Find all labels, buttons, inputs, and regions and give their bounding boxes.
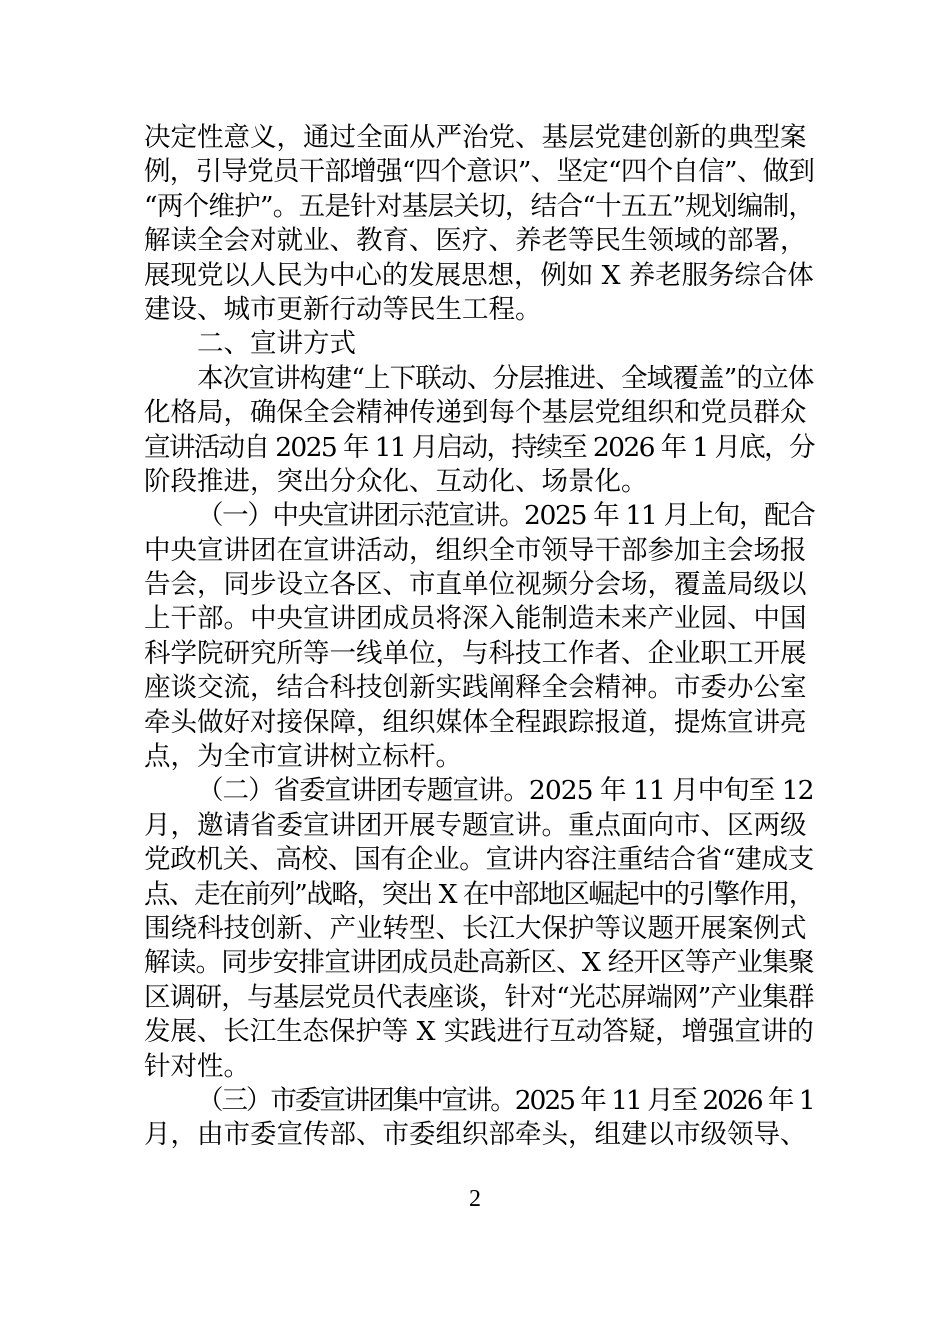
- text-line: 牵头做好对接保障，组织媒体全程跟踪报道，提炼宣讲亮: [144, 706, 807, 738]
- text-line: 党政机关、高校、国有企业。宣讲内容注重结合省“建成支: [144, 844, 815, 876]
- text-line: 展现党以人民为中心的发展思想，例如 X 养老服务综合体: [144, 259, 814, 291]
- text-line: 科学院研究所等一线单位，与科技工作者、企业职工开展: [144, 637, 807, 669]
- document-body: [144, 121, 814, 1153]
- text-line: 月，由市委宣传部、市委组织部牵头，组建以市级领导、: [144, 1119, 807, 1151]
- text-line: 宣讲活动自 2025 年 11 月启动，持续至 2026 年 1 月底，分: [144, 431, 814, 463]
- text-line: 上干部。中央宣讲团成员将深入能制造未来产业园、中国: [144, 603, 807, 635]
- text-line: 区调研，与基层党员代表座谈，针对“光芯屏端网”产业集群: [144, 981, 814, 1013]
- text-line: “两个维护”。五是针对基层关切，结合“十五五”规划编制，: [144, 190, 815, 222]
- text-line: 二、宣讲方式: [197, 328, 356, 360]
- text-line: （二）省委宣讲团专题宣讲。2025 年 11 月中旬至 12: [197, 775, 814, 807]
- text-line: 解读。同步安排宣讲团成员赴高新区、X 经开区等产业集聚: [144, 947, 814, 979]
- page-number: 2: [469, 1186, 481, 1212]
- text-line: 发展、长江生态保护等 X 实践进行互动答疑，增强宣讲的: [144, 1016, 814, 1048]
- text-line: （三）市委宣讲团集中宣讲。2025 年 11 月至 2026 年 1: [197, 1084, 814, 1116]
- text-line: （一）中央宣讲团示范宣讲。2025 年 11 月上旬，配合: [197, 500, 815, 532]
- text-line: 中央宣讲团在宣讲活动，组织全市领导干部参加主会场报: [144, 534, 807, 566]
- text-line: 建设、城市更新行动等民生工程。: [144, 293, 542, 325]
- text-line: 点，为全市宣讲树立标杆。: [144, 741, 462, 773]
- text-line: 针对性。: [144, 1050, 250, 1082]
- text-line: 阶段推进，突出分众化、互动化、场景化。: [144, 465, 648, 497]
- text-line: 月，邀请省委宣讲团开展专题宣讲。重点面向市、区两级: [144, 809, 807, 841]
- text-line: 本次宣讲构建“上下联动、分层推进、全域覆盖”的立体: [197, 362, 814, 394]
- text-line: 围绕科技创新、产业转型、长江大保护等议题开展案例式: [144, 912, 807, 944]
- text-line: 化格局，确保全会精神传递到每个基层党组织和党员群众: [144, 397, 807, 429]
- text-line: 点、走在前列”战略，突出 X 在中部地区崛起中的引擎作用，: [144, 878, 814, 910]
- text-line: 决定性意义，通过全面从严治党、基层党建创新的典型案: [144, 122, 807, 153]
- text-line: 例，引导党员干部增强“四个意识”、坚定“四个自信”、做到: [144, 156, 815, 188]
- text-line: 告会，同步设立各区、市直单位视频分会场，覆盖局级以: [144, 569, 807, 601]
- text-line: 座谈交流，结合科技创新实践阐释全会精神。市委办公室: [144, 672, 807, 704]
- text-line: 解读全会对就业、教育、医疗、养老等民生领域的部署，: [144, 225, 807, 257]
